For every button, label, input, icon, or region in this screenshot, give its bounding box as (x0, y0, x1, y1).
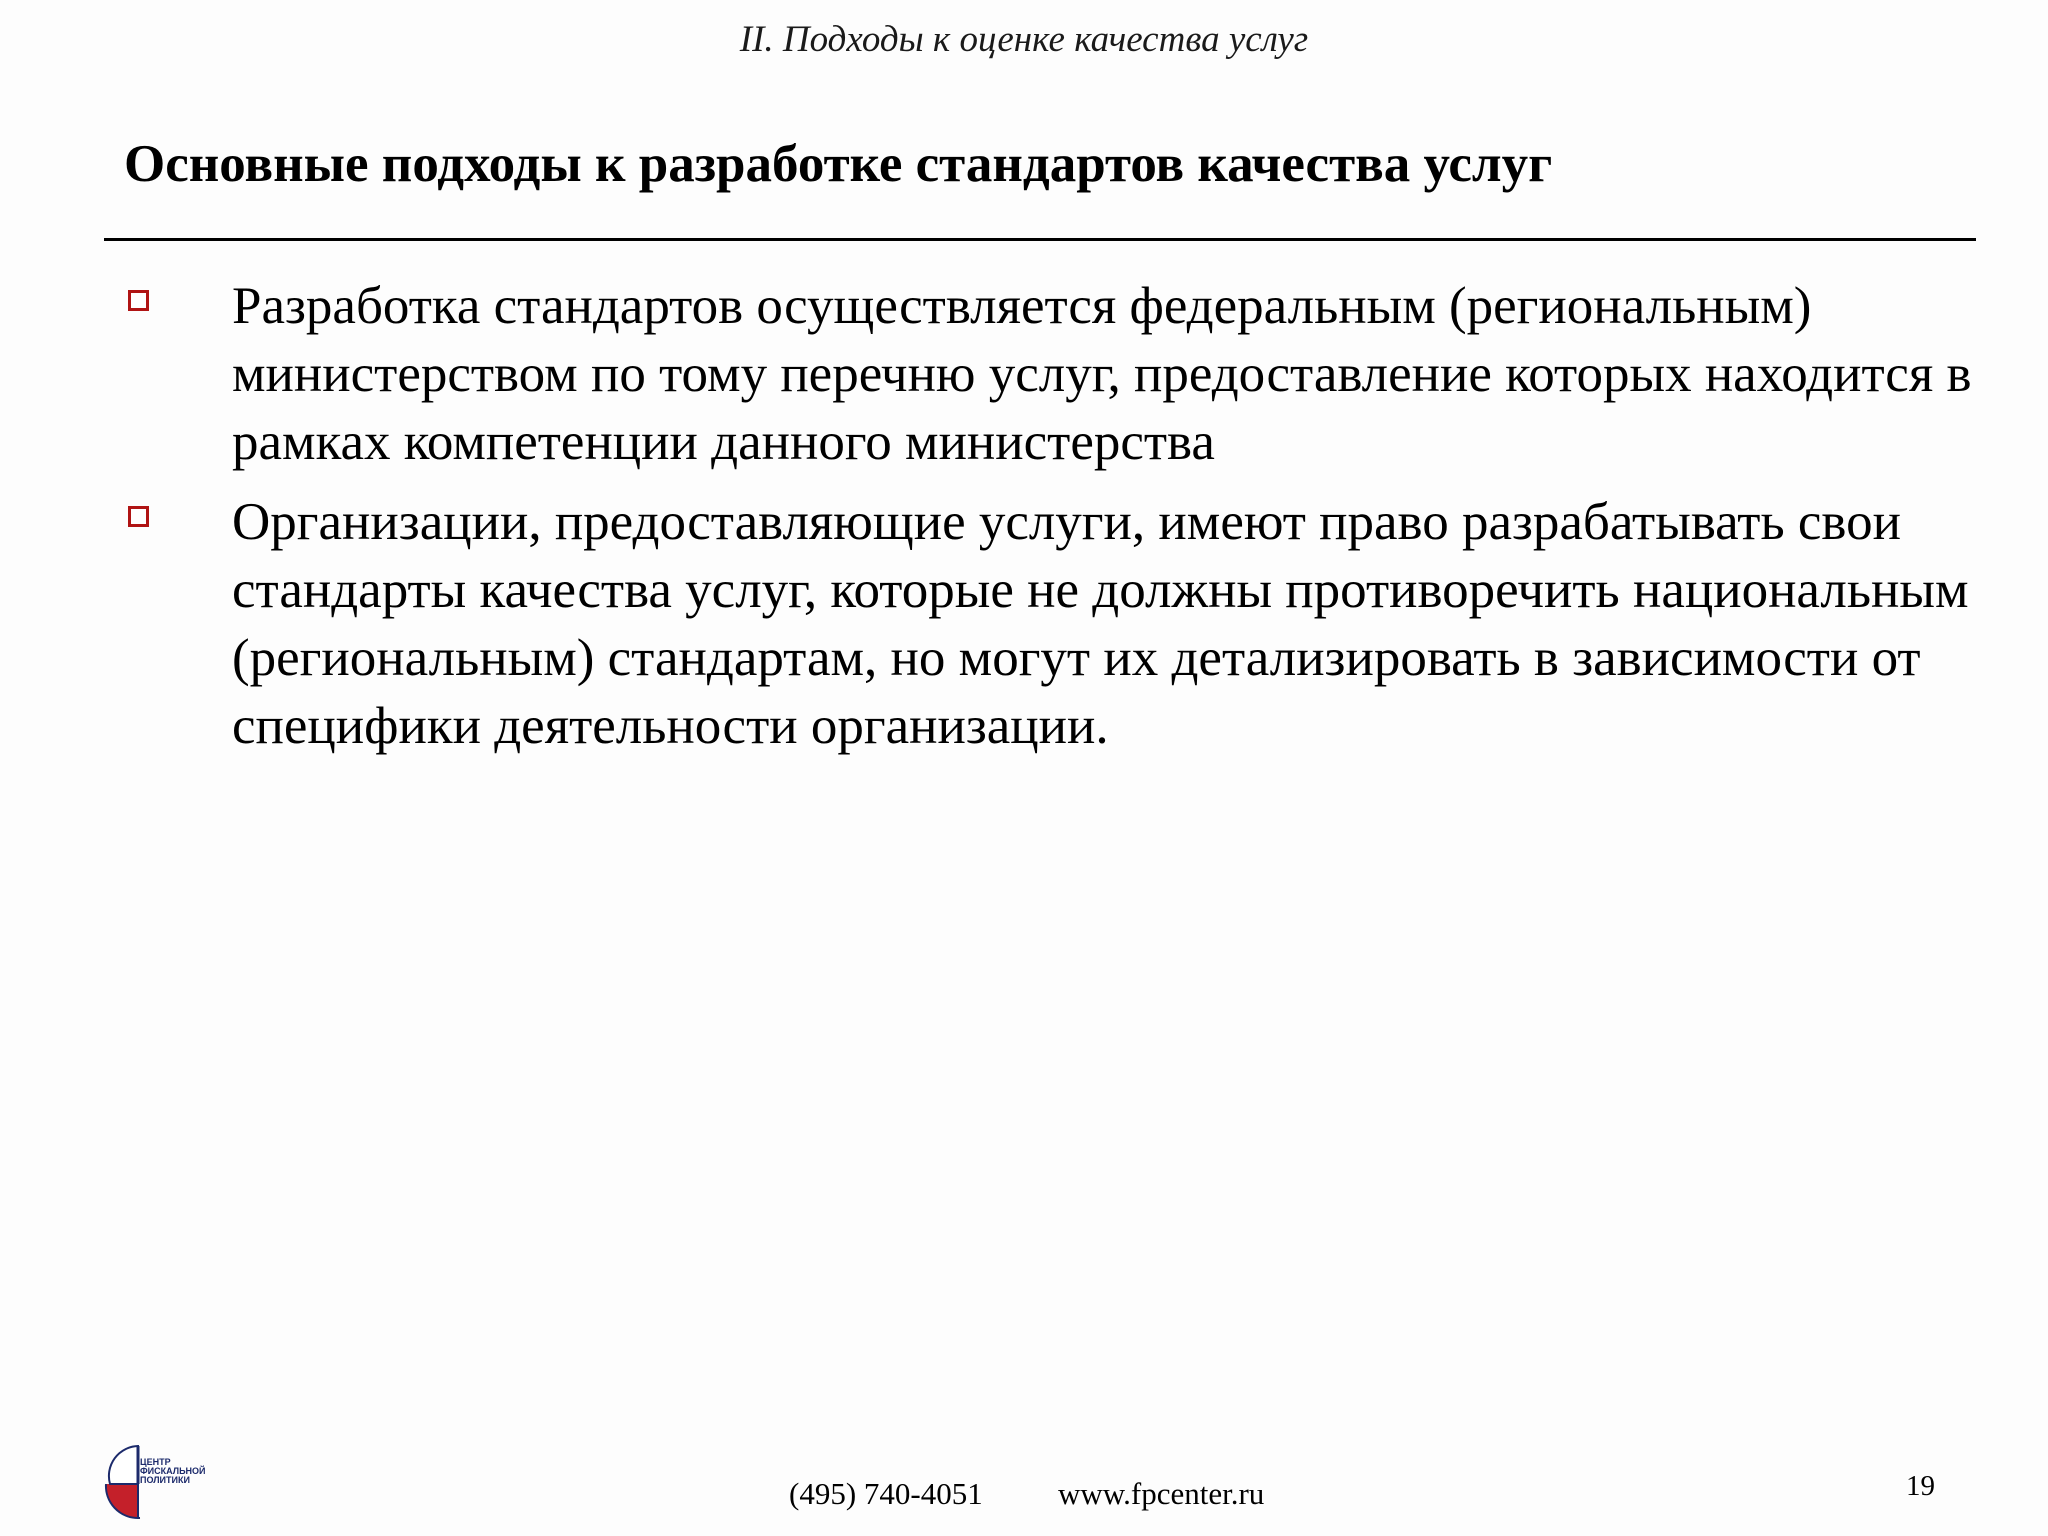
logo-text: ЦЕНТР ФИСКАЛЬНОЙ ПОЛИТИКИ (140, 1457, 206, 1485)
hollow-square-bullet-icon (128, 506, 149, 527)
title-divider (104, 238, 1976, 241)
slide-title: Основные подходы к разработке стандартов качества услуг (124, 135, 1553, 193)
hollow-square-bullet-icon (128, 290, 149, 311)
bullet-list (0, 272, 2048, 772)
bullet-text: Разработка стандартов осуществляется федеральным (региональным) министерством по тому перечню услуг, предоставление которых находится в рамках компетенции данного министерства (232, 277, 1972, 471)
section-header: II. Подходы к оценке качества услуг (739, 19, 1309, 60)
bullet-item (0, 488, 2048, 760)
bullet-item (0, 272, 2048, 476)
bullet-text: Организации, предоставляющие услуги, имеют право разрабатывать свои стандарты качества услуг, которые не должны противоречить национальным (региональным) стандартам, но могут их детализировать в зависимости от специфики деятельности организации. (232, 493, 1969, 755)
fiscal-policy-center-logo (100, 1438, 230, 1522)
footer-phone: (495) 740-4051 (789, 1476, 983, 1511)
page-number: 19 (1906, 1470, 1935, 1502)
footer-website-link[interactable]: www.fpcenter.ru (1058, 1476, 1265, 1511)
